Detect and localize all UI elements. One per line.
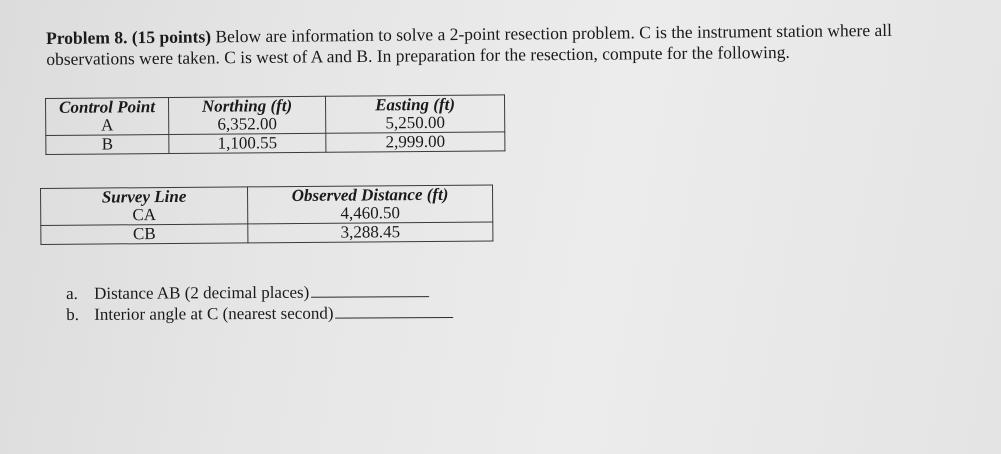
question-letter: b. bbox=[66, 304, 79, 324]
survey-line-table bbox=[40, 184, 493, 245]
easting-value: 5,250.00 bbox=[326, 113, 505, 133]
header-survey-line: Survey Line bbox=[41, 187, 248, 207]
question-a bbox=[66, 281, 453, 304]
table-row bbox=[46, 132, 505, 155]
point-name: B bbox=[46, 135, 169, 155]
answer-blank-b bbox=[335, 303, 453, 319]
header-observed-distance: Observed Distance (ft) bbox=[247, 185, 492, 205]
control-point-table bbox=[45, 94, 505, 155]
question-text: Distance AB (2 decimal places) bbox=[94, 282, 310, 303]
question-list bbox=[66, 281, 454, 325]
northing-value: 1,100.55 bbox=[169, 133, 326, 153]
question-b bbox=[66, 302, 453, 325]
header-northing: Northing (ft) bbox=[169, 96, 326, 116]
table-row bbox=[41, 222, 493, 245]
observed-distance-value: 3,288.45 bbox=[248, 222, 493, 243]
observed-distance-value: 4,460.50 bbox=[248, 203, 493, 223]
header-control-point: Control Point bbox=[46, 98, 169, 117]
question-text: Interior angle at C (nearest second) bbox=[94, 303, 334, 324]
problem-statement bbox=[46, 19, 976, 70]
survey-line-name: CA bbox=[41, 205, 248, 225]
problem-heading: Problem 8. (15 points) bbox=[46, 26, 212, 48]
northing-value: 6,352.00 bbox=[169, 115, 326, 135]
header-easting: Easting (ft) bbox=[325, 95, 504, 115]
table-header-row bbox=[41, 185, 493, 207]
point-name: A bbox=[46, 116, 169, 135]
answer-blank-a bbox=[311, 282, 429, 298]
easting-value: 2,999.00 bbox=[326, 132, 505, 152]
question-letter: a. bbox=[66, 283, 78, 303]
survey-line-name: CB bbox=[41, 224, 248, 245]
problem-line-2: observations were taken. C is west of A and B. In preparation for the resection, compute for the following. bbox=[46, 41, 790, 69]
problem-line-1-text: Below are information to solve a 2-point resection problem. C is the instrument station where all bbox=[210, 19, 892, 47]
